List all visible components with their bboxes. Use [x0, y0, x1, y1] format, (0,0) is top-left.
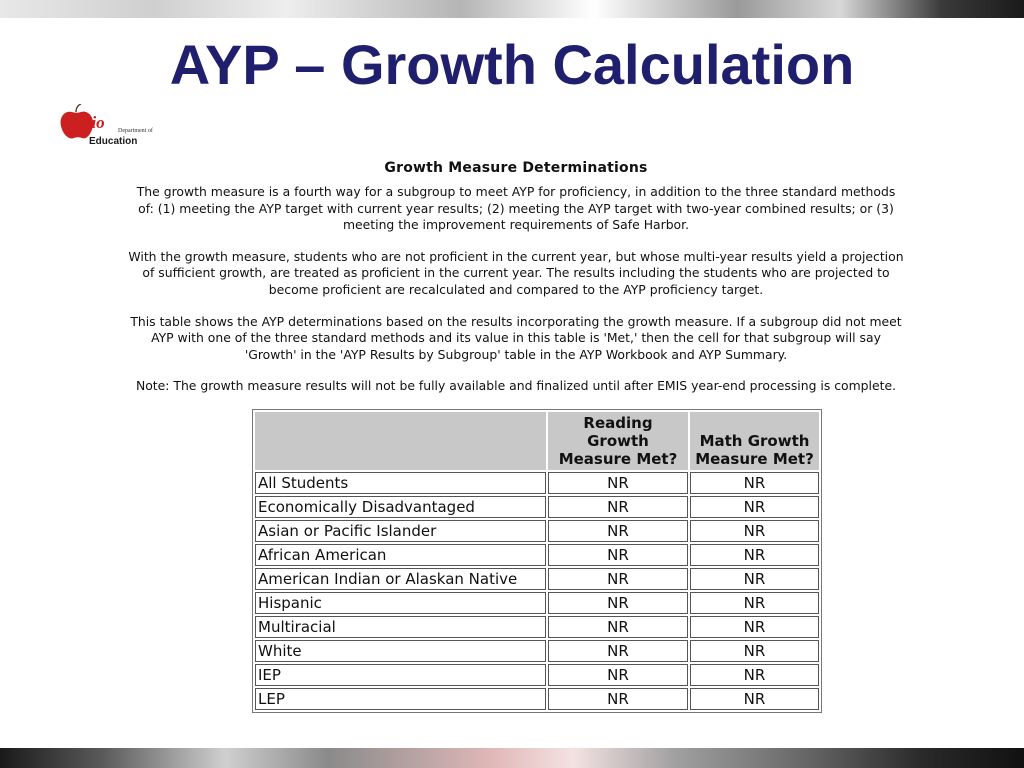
math-cell: NR: [690, 472, 819, 494]
document-content: [128, 160, 904, 395]
math-cell: NR: [690, 520, 819, 542]
top-decorative-band: [0, 0, 1024, 18]
paragraph-table-explanation: This table shows the AYP determinations based on the results incorporating the growth measure. If a subgroup did not meet AYP with one of the three standard methods and its value in this table is 'Met,' then the cell for that subgroup will say 'Growth' in the 'AYP Results by Subgroup' table in the AYP Workbook and AYP Summary.: [130, 313, 902, 362]
subgroup-cell: All Students: [255, 472, 546, 494]
math-cell: NR: [690, 640, 819, 662]
reading-cell: NR: [548, 568, 688, 590]
table-row: [255, 544, 819, 566]
math-cell: NR: [690, 568, 819, 590]
reading-cell: NR: [548, 640, 688, 662]
reading-cell: NR: [548, 688, 688, 710]
reading-cell: NR: [548, 544, 688, 566]
table-row: [255, 664, 819, 686]
slide-title: AYP – Growth Calculation: [169, 33, 855, 96]
math-cell: NR: [690, 664, 819, 686]
logo-education-text: Education: [89, 136, 138, 147]
table-row: [255, 520, 819, 542]
table-row: [255, 472, 819, 494]
subgroup-cell: LEP: [255, 688, 546, 710]
table-row: [255, 568, 819, 590]
math-cell: NR: [690, 496, 819, 518]
content-heading: Growth Measure Determinations: [384, 160, 648, 176]
logo-department-text: Department of: [118, 128, 153, 134]
reading-cell: NR: [548, 520, 688, 542]
math-cell: NR: [690, 688, 819, 710]
subgroup-cell: American Indian or Alaskan Native: [255, 568, 546, 590]
subgroup-cell: African American: [255, 544, 546, 566]
paragraph-growth-measure-intro: The growth measure is a fourth way for a subgroup to meet AYP for proficiency, in addition to the three standard methods of: (1) meeting the AYP target with current year results; (2) meeting the AYP target with two-year combined results; or (3) meeting the improvement requirements of Safe Harbor.: [136, 184, 896, 233]
paragraph-growth-measure-projection: With the growth measure, students who are not proficient in the current year, but whose multi-year results yield a projection of sufficient growth, are treated as proficient in the current year. The results including the students who are projected to become proficient are recalculated and compared to the AYP proficiency target.: [128, 248, 904, 297]
header-math-growth: Math Growth Measure Met?: [690, 412, 819, 470]
bottom-decorative-band: [0, 748, 1024, 768]
table-row: [255, 688, 819, 710]
subgroup-cell: Economically Disadvantaged: [255, 496, 546, 518]
math-cell: NR: [690, 544, 819, 566]
table-row: [255, 640, 819, 662]
header-subgroup: [255, 412, 546, 470]
table-row: [255, 496, 819, 518]
table-row: [255, 592, 819, 614]
math-cell: NR: [690, 616, 819, 638]
subgroup-cell: IEP: [255, 664, 546, 686]
subgroup-cell: Multiracial: [255, 616, 546, 638]
table-header-row: [255, 412, 819, 470]
reading-cell: NR: [548, 592, 688, 614]
table-row: [255, 616, 819, 638]
subgroup-cell: Asian or Pacific Islander: [255, 520, 546, 542]
reading-cell: NR: [548, 616, 688, 638]
subgroup-cell: Hispanic: [255, 592, 546, 614]
growth-measure-table: [252, 409, 822, 713]
svg-text:hio: hio: [82, 113, 105, 132]
reading-cell: NR: [548, 472, 688, 494]
header-reading-growth: Reading Growth Measure Met?: [548, 412, 688, 470]
reading-cell: NR: [548, 496, 688, 518]
note-text: Note: The growth measure results will not be fully available and finalized until after EMIS year-end processing is complete.: [135, 378, 897, 394]
subgroup-cell: White: [255, 640, 546, 662]
math-cell: NR: [690, 592, 819, 614]
reading-cell: NR: [548, 664, 688, 686]
